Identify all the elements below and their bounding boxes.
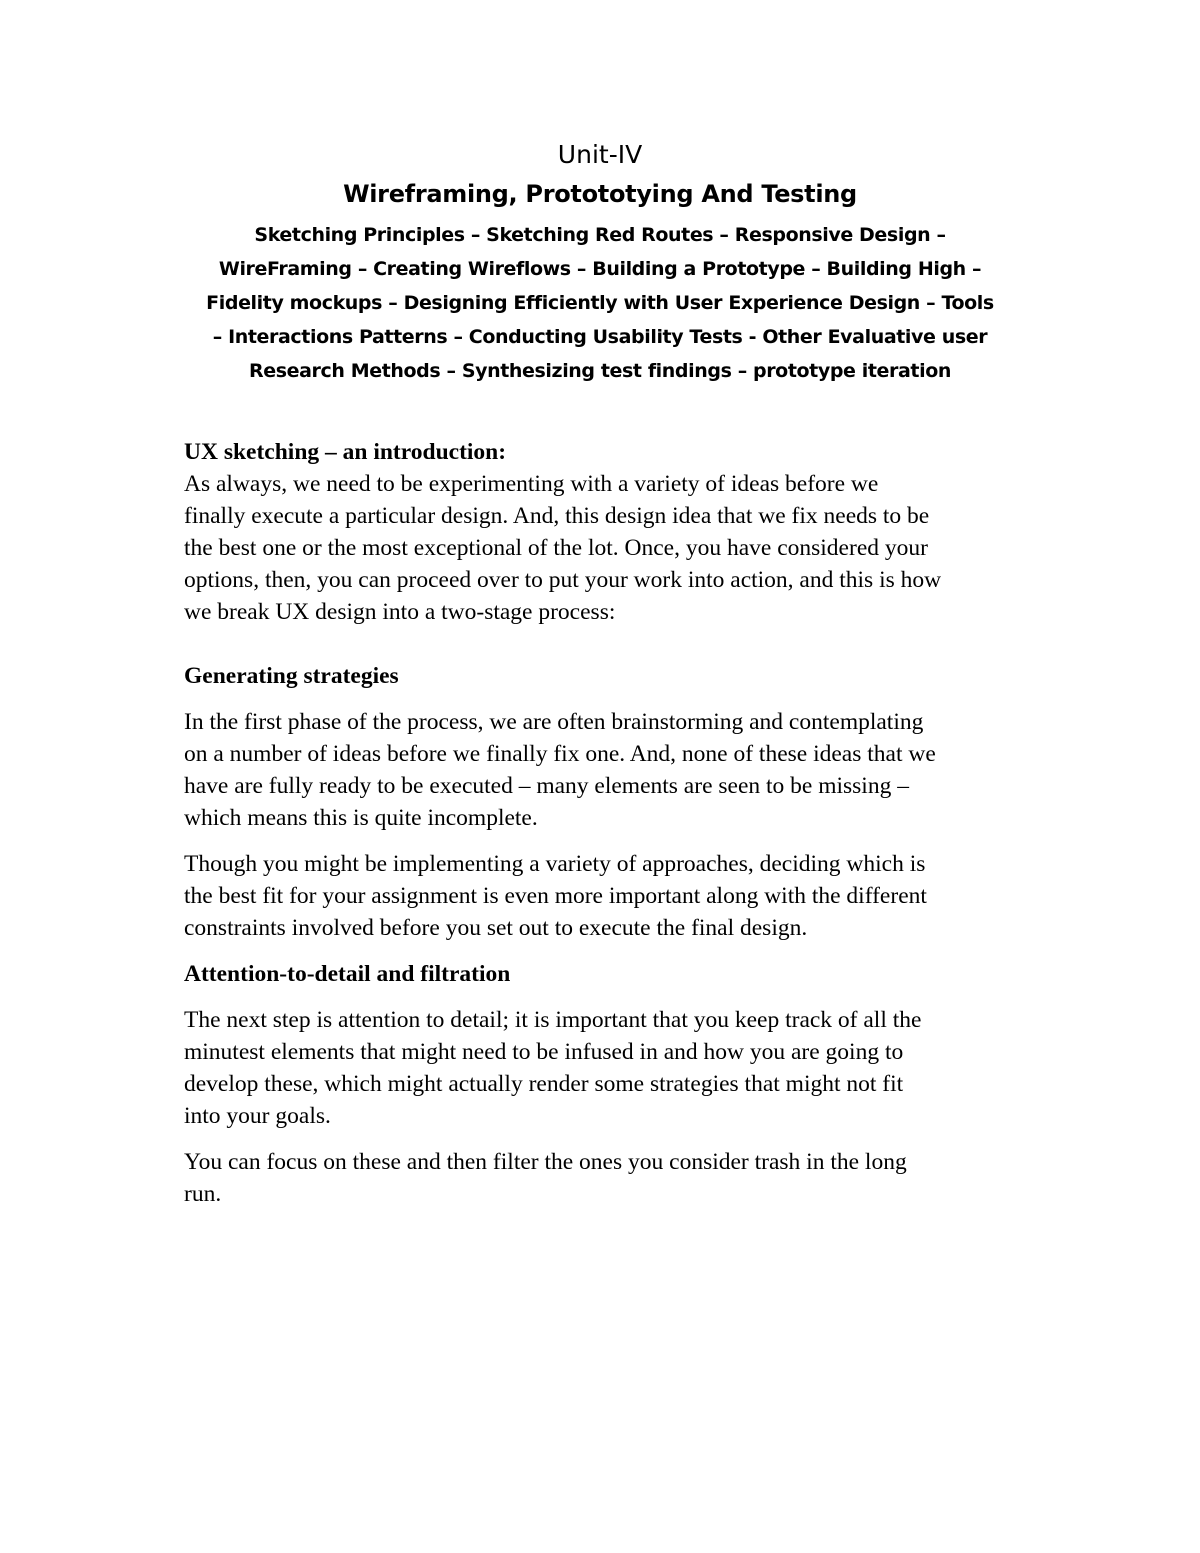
paragraph-line: the best one or the most exceptional of the lot. Once, you have considered your	[184, 535, 928, 561]
body-text	[184, 436, 1044, 1210]
paragraph-line: In the first phase of the process, we are often brainstorming and contemplating	[184, 709, 924, 735]
unit-title: Unit-IV	[557, 140, 643, 169]
paragraph-line: Though you might be implementing a variety of approaches, deciding which is	[184, 851, 926, 877]
paragraph-line: The next step is attention to detail; it is important that you keep track of all the	[184, 1007, 922, 1033]
spacer	[184, 1132, 1044, 1146]
paragraph-line: the best fit for your assignment is even more important along with the different	[184, 883, 927, 909]
paragraph-line: run.	[184, 1181, 222, 1207]
topic-line: WireFraming – Creating Wireflows – Building a Prototype – Building High –	[218, 258, 982, 280]
paragraph-line: we break UX design into a two-stage process:	[184, 599, 616, 625]
topic-line: – Interactions Patterns – Conducting Usability Tests - Other Evaluative user	[212, 326, 988, 348]
paragraph-line: As always, we need to be experimenting with a variety of ideas before we	[184, 471, 879, 497]
paragraph-line: options, then, you can proceed over to put your work into action, and this is how	[184, 567, 942, 593]
section-heading-generating: Generating strategies	[184, 663, 399, 689]
paragraph-line: develop these, which might actually render some strategies that might not fit	[184, 1071, 904, 1097]
paragraph-line: finally execute a particular design. And, this design idea that we fix needs to be	[184, 503, 930, 529]
unit-header	[150, 136, 1050, 388]
spacer	[184, 692, 1044, 706]
paragraph-line: into your goals.	[184, 1103, 331, 1129]
paragraph-line: on a number of ideas before we finally fix one. And, none of these ideas that we	[184, 741, 936, 767]
topic-line: Fidelity mockups – Designing Efficiently with User Experience Design – Tools	[206, 292, 994, 314]
paragraph-line: minutest elements that might need to be infused in and how you are going to	[184, 1039, 904, 1065]
paragraph-line: have are fully ready to be executed – many elements are seen to be missing –	[184, 773, 909, 799]
topic-line: Sketching Principles – Sketching Red Routes – Responsive Design –	[254, 224, 946, 246]
topic-line: Research Methods – Synthesizing test findings – prototype iteration	[249, 360, 951, 382]
section-heading-attention: Attention-to-detail and filtration	[184, 961, 511, 987]
spacer	[184, 990, 1044, 1004]
section-heading-intro: UX sketching – an introduction:	[184, 439, 507, 465]
paragraph-line: You can focus on these and then filter the ones you consider trash in the long	[184, 1149, 907, 1175]
paragraph-line: which means this is quite incomplete.	[184, 805, 538, 831]
paragraph-line: constraints involved before you set out to execute the final design.	[184, 915, 808, 941]
unit-subtitle: Wireframing, Protototying And Testing	[343, 180, 857, 208]
topics-list	[150, 218, 1050, 388]
spacer	[184, 944, 1044, 958]
spacer	[184, 628, 1044, 660]
spacer	[184, 834, 1044, 848]
